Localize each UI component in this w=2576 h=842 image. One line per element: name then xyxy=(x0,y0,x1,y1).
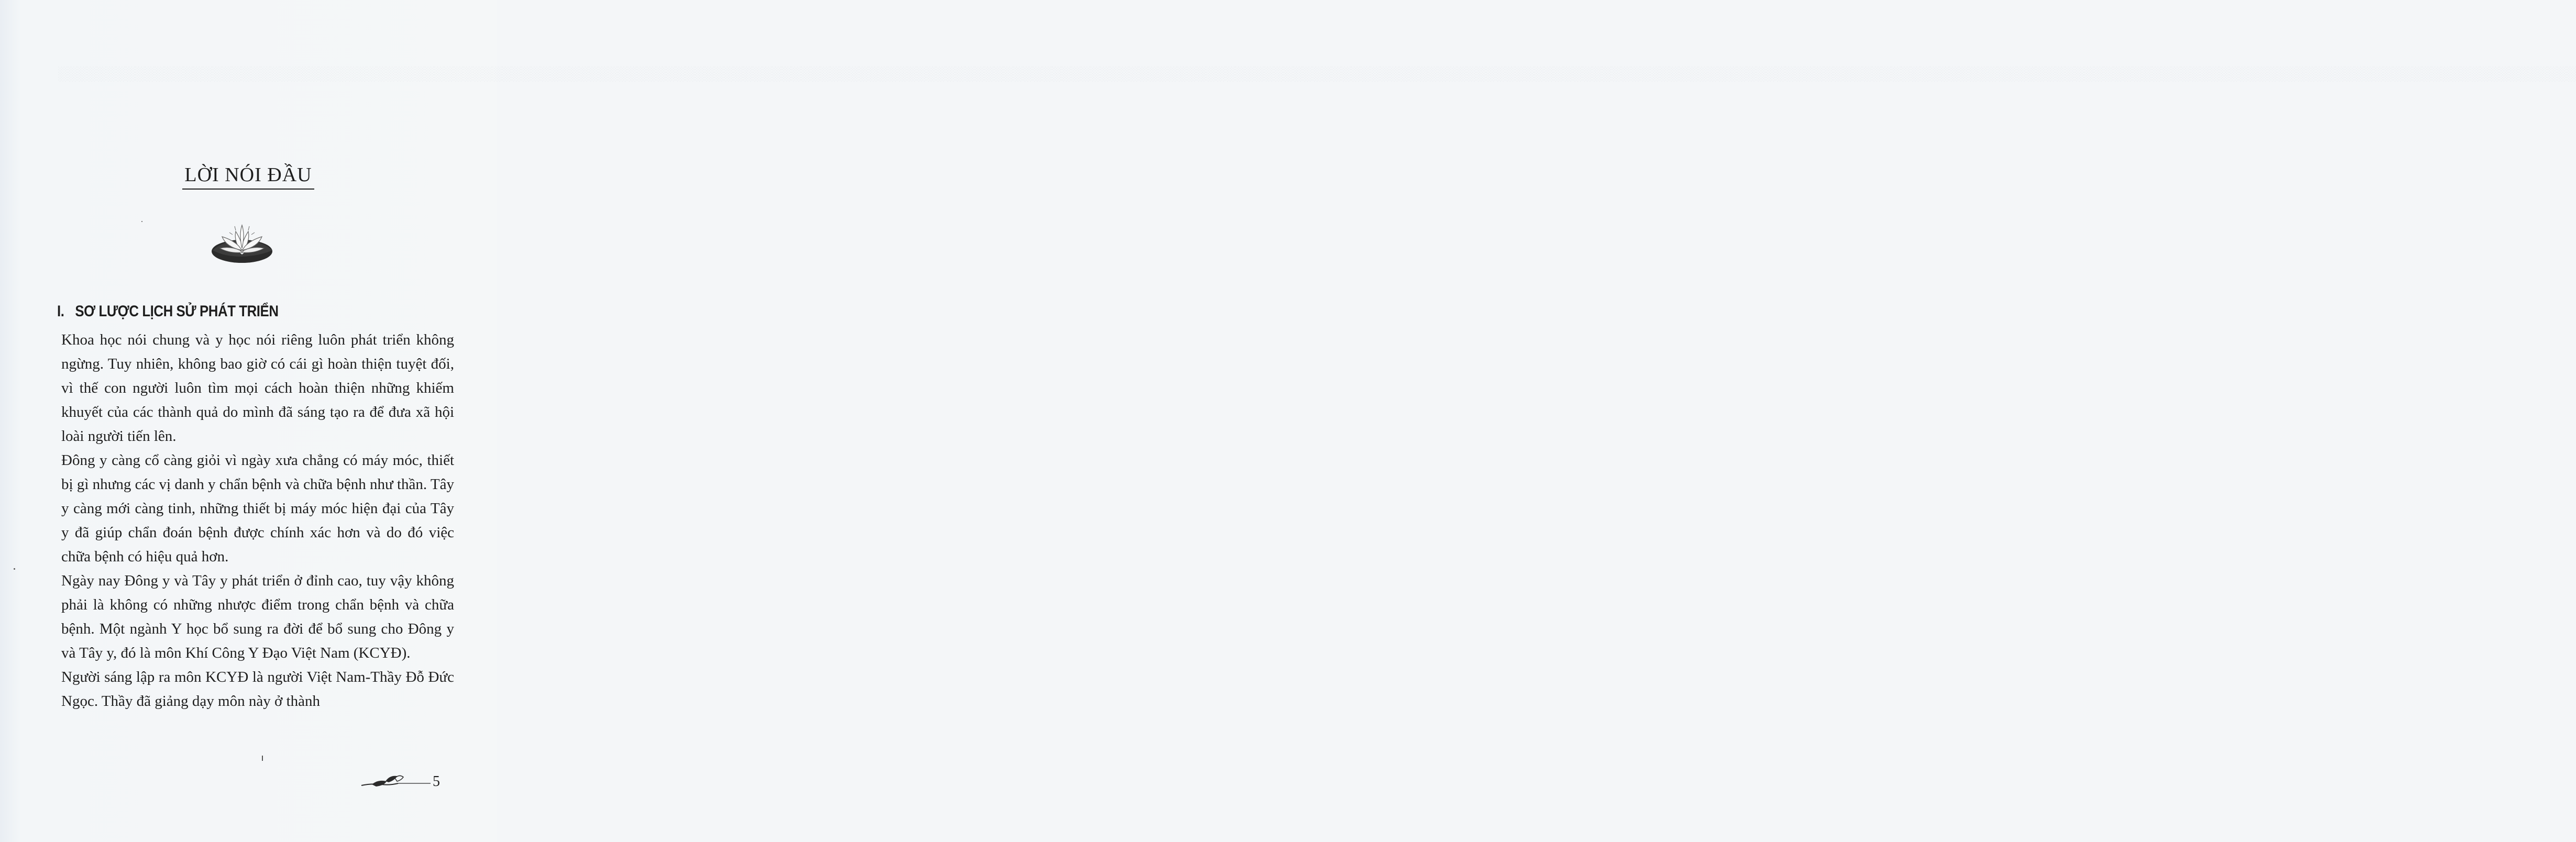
scan-speck xyxy=(14,568,15,570)
bird-swash-ornament-icon xyxy=(360,770,434,791)
section-heading xyxy=(57,303,279,320)
section-number: I. xyxy=(57,303,64,320)
scan-speck xyxy=(141,221,142,222)
bleed-through-texture: ░░░░░░░░░░░░░░░░░░░░░░░░░░░░░░░░░░░░░░░░░░░░░░░░░░░░░░░░░░░░░░░░░░░░░░░░░░░░░░░░░░░░░░░░░░░░░░░░░░░░░░░░░░░░░░░░░░░░░░░░░░░░░░░░░░░░░░░░░░░░░░░░░░░░░░░░░░░░░░░░░░░░░░░░░░░░░░░░░░░░░░░░░░░░░░░░░░░░░░░░░░░░░░░░░░░░░░░░░░░░░░░░░░░░░░░░░░░░░░░░░░░░░░░░░░░░░░░░░░░░░ xyxy=(58,66,2576,81)
lotus-leaf-ornament-icon xyxy=(208,219,277,271)
paragraph: Ngày nay Đông y và Tây y phát triển ở đỉnh cao, tuy vậy không phải là không có những nhược điểm trong chẩn bệnh và chữa bệnh. Một ngành Y học bổ sung ra đời để bổ sung cho Đông y và Tây y, đó là môn Khí Công Y Đạo Việt Nam (KCYĐ). xyxy=(61,572,454,661)
section-heading-text: SƠ LƯỢC LỊCH SỬ PHÁT TRIỂN xyxy=(75,303,279,320)
body-text xyxy=(61,328,454,713)
paragraph: Khoa học nói chung và y học nói riêng luôn phát triển không ngừng. Tuy nhiên, không bao giờ có cái gì hoàn thiện tuyệt đối, vì thế con người luôn tìm mọi cách hoàn thiện những khiếm khuyết của các thành quả do mình đã sáng tạo ra để đưa xã hội loài người tiến lên. xyxy=(61,331,454,445)
paragraph: Người sáng lập ra môn KCYĐ là người Việt Nam-Thầy Đỗ Đức Ngọc. Thầy đã giảng dạy môn này ở thành xyxy=(61,669,454,710)
paragraph: Đông y càng cổ càng giỏi vì ngày xưa chẳng có máy móc, thiết bị gì nhưng các vị danh y chẩn bệnh và chữa bệnh như thần. Tây y càng mới càng tinh, những thiết bị máy móc hiện đại của Tây y đã giúp chẩn đoán bệnh được chính xác hơn và do đó việc chữa bệnh có hiệu quả hơn. xyxy=(61,452,454,565)
page-number: 5 xyxy=(433,773,440,790)
page-title xyxy=(0,163,497,190)
page-title-text: LỜI NÓI ĐẦU xyxy=(182,163,314,190)
scan-speck xyxy=(262,756,263,761)
